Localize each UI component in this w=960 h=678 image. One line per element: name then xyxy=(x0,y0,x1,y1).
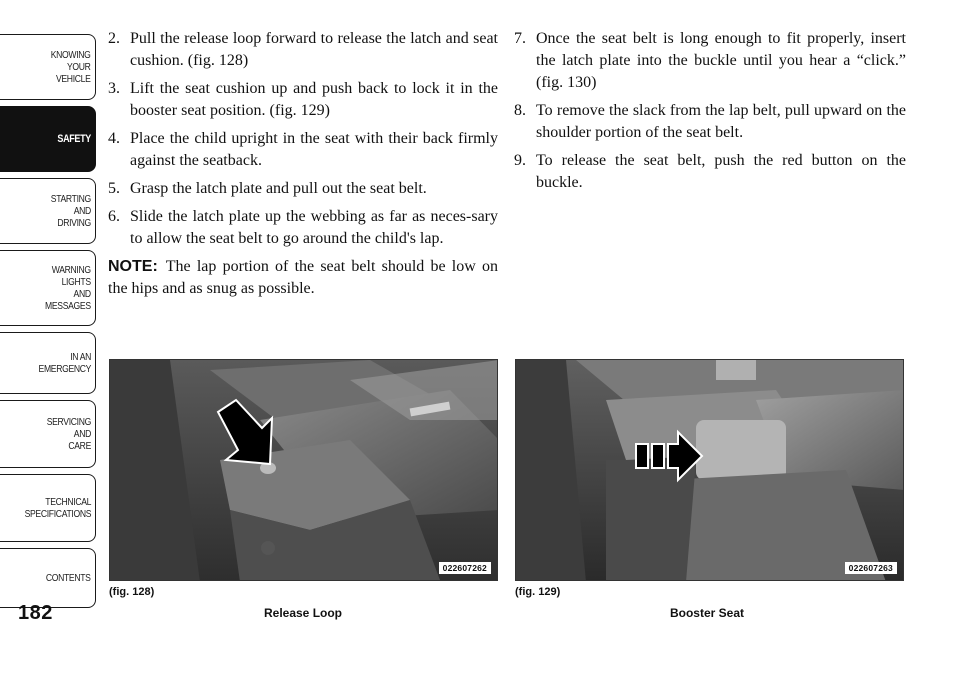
tab-contents[interactable] xyxy=(0,548,96,608)
step-item xyxy=(108,28,498,72)
step-item xyxy=(514,150,906,194)
figure-booster-seat xyxy=(515,359,904,581)
step-text: Once the seat belt is long enough to fit properly, insert the latch plate into the buckle until you hear a “click.” (fig. 130) xyxy=(536,30,906,91)
step-item xyxy=(108,178,498,200)
step-item xyxy=(108,206,498,250)
figure-title: Booster Seat xyxy=(669,606,745,620)
tab-in-an-emergency[interactable] xyxy=(0,332,96,394)
step-item xyxy=(108,128,498,172)
figure-code: 022607262 xyxy=(439,562,491,574)
step-number: 9. xyxy=(514,152,526,169)
figure-title: Release Loop xyxy=(263,606,343,620)
step-item xyxy=(514,100,906,144)
note-label: NOTE: xyxy=(108,258,158,275)
step-text: Grasp the latch plate and pull out the seat belt. xyxy=(130,180,427,197)
booster-seat-photo xyxy=(516,360,904,581)
tab-label: SERVICING AND CARE xyxy=(46,416,91,452)
tab-label: TECHNICAL SPECIFICATIONS xyxy=(24,496,91,520)
right-column xyxy=(514,28,906,200)
step-text: To release the seat belt, push the red button on the buckle. xyxy=(536,152,906,191)
step-text: Slide the latch plate up the webbing as far as neces-sary to allow the seat belt to go around the child's lap. xyxy=(130,208,498,247)
tab-starting-and-driving[interactable] xyxy=(0,178,96,244)
figure-number: (fig. 128) xyxy=(109,586,155,598)
tab-label: CONTENTS xyxy=(46,572,91,584)
tab-servicing-and-care[interactable] xyxy=(0,400,96,468)
step-number: 8. xyxy=(514,102,526,119)
step-item xyxy=(514,28,906,94)
tab-technical-specifications[interactable] xyxy=(0,474,96,542)
figure-number: (fig. 129) xyxy=(515,586,561,598)
step-number: 5. xyxy=(108,180,120,197)
step-number: 4. xyxy=(108,130,120,147)
tab-warning-lights-and-messages[interactable] xyxy=(0,250,96,326)
figure-release-loop xyxy=(109,359,498,581)
step-text: Place the child upright in the seat with their back firmly against the seatback. xyxy=(130,130,498,169)
step-text: To remove the slack from the lap belt, pull upward on the shoulder portion of the seat belt. xyxy=(536,102,906,141)
step-number: 3. xyxy=(108,80,120,97)
step-number: 6. xyxy=(108,208,120,225)
tab-label: IN AN EMERGENCY xyxy=(38,351,91,375)
step-number: 7. xyxy=(514,30,526,47)
step-text: Lift the seat cushion up and push back to lock it in the booster seat position. (fig. 129) xyxy=(130,80,498,119)
step-text: Pull the release loop forward to release the latch and seat cushion. (fig. 128) xyxy=(130,30,498,69)
step-number: 2. xyxy=(108,30,120,47)
figure-code: 022607263 xyxy=(845,562,897,574)
tab-label: SAFETY xyxy=(57,133,91,145)
tab-knowing-your-vehicle[interactable] xyxy=(0,34,96,100)
tab-safety[interactable] xyxy=(0,106,96,172)
page-number: 182 xyxy=(18,602,53,624)
tab-label: WARNING LIGHTS AND MESSAGES xyxy=(45,264,91,312)
step-item xyxy=(108,78,498,122)
tab-label: KNOWING YOUR VEHICLE xyxy=(51,49,91,85)
release-loop-photo xyxy=(110,360,498,581)
note-text: The lap portion of the seat belt should be low on the hips and as snug as possible. xyxy=(108,258,498,297)
tab-label: STARTING AND DRIVING xyxy=(50,193,91,229)
note xyxy=(108,256,498,300)
left-column xyxy=(108,28,498,300)
